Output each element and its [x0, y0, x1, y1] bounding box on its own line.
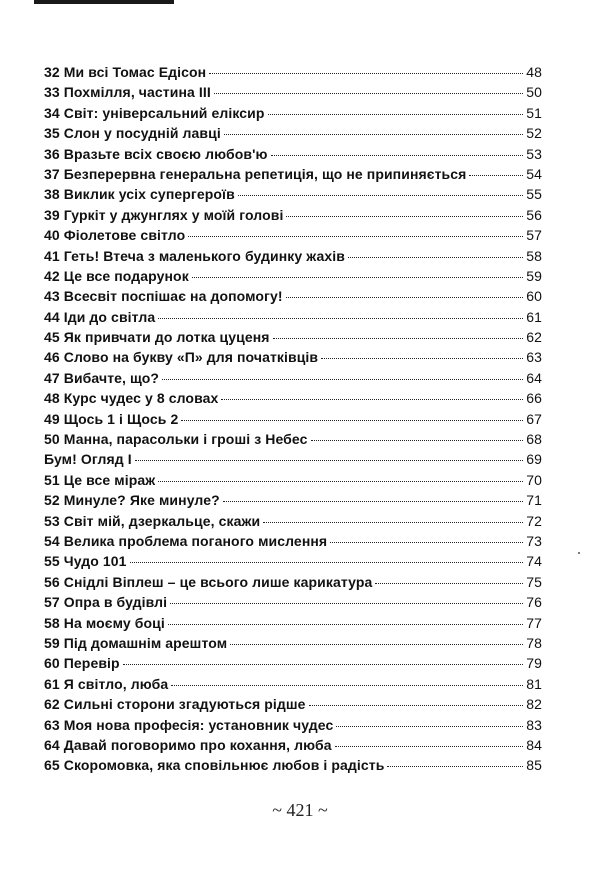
toc-entry-title: 35 Слон у посудній лавці: [44, 125, 221, 142]
dot-leader: [170, 603, 523, 604]
table-of-contents: [44, 62, 542, 776]
toc-entry-title: 52 Минуле? Яке минуле?: [44, 492, 220, 509]
toc-entry-title: 46 Слово на букву «П» для початківців: [44, 349, 319, 366]
dot-leader: [321, 358, 523, 359]
dot-leader: [162, 379, 523, 380]
dot-leader: [238, 195, 523, 196]
toc-entry-page: 78: [526, 634, 542, 651]
toc-entry-page: 75: [526, 573, 542, 590]
toc-entry-title: 43 Всесвіт поспішає на допомогу!: [44, 288, 283, 305]
toc-entry: [44, 735, 542, 755]
toc-entry-title: 60 Перевір: [44, 655, 120, 672]
dot-leader: [135, 460, 524, 461]
dot-leader: [214, 93, 523, 94]
toc-entry: [44, 653, 542, 673]
dot-leader: [168, 624, 523, 625]
toc-entry-page: 61: [526, 308, 542, 325]
toc-entry-page: 76: [526, 594, 542, 611]
toc-entry-page: 60: [526, 288, 542, 305]
toc-entry: [44, 511, 542, 531]
toc-entry-page: 74: [526, 553, 542, 570]
toc-entry-title: 32 Ми всі Томас Едісон: [44, 64, 207, 80]
top-rule: [34, 0, 174, 4]
toc-entry-page: 58: [526, 247, 542, 264]
dot-leader: [330, 542, 523, 543]
dot-leader: [192, 277, 523, 278]
toc-entry: [44, 307, 542, 327]
toc-entry-title: 57 Опра в будівлі: [44, 594, 168, 611]
toc-entry-title: 51 Це все міраж: [44, 471, 156, 488]
toc-entry-page: 54: [526, 165, 542, 182]
page-number: ~ 421 ~: [272, 800, 328, 820]
toc-entry-page: 62: [526, 329, 542, 346]
toc-entry: [44, 674, 542, 694]
dot-leader: [271, 155, 524, 156]
dot-leader: [158, 481, 523, 482]
toc-entry-page: 50: [526, 84, 542, 101]
toc-entry-page: 69: [526, 451, 542, 468]
dot-leader: [130, 562, 524, 563]
toc-entry: [44, 572, 542, 592]
toc-entry: [44, 490, 542, 510]
toc-entry-title: Бум! Огляд І: [44, 451, 132, 468]
toc-entry-title: 61 Я світло, люба: [44, 675, 169, 692]
toc-entry-page: 81: [526, 675, 542, 692]
toc-entry-title: 50 Манна, парасольки і гроші з Небес: [44, 431, 308, 448]
toc-entry: [44, 286, 542, 306]
toc-entry-title: 58 На моєму боці: [44, 614, 165, 631]
toc-entry-page: 51: [526, 104, 542, 121]
toc-entry: [44, 388, 542, 408]
toc-entry-title: 40 Фіолетове світло: [44, 227, 186, 244]
toc-entry-page: 79: [526, 655, 542, 672]
toc-entry-page: 68: [526, 431, 542, 448]
toc-entry-page: 82: [526, 696, 542, 713]
dot-leader: [286, 216, 523, 217]
toc-entry: [44, 429, 542, 449]
toc-entry-title: 41 Геть! Втеча з маленького будинку жахів: [44, 247, 345, 264]
toc-entry-title: 47 Вибачте, що?: [44, 369, 160, 386]
toc-entry: [44, 144, 542, 164]
toc-entry-title: 36 Вразьте всіх своєю любов'ю: [44, 145, 268, 162]
toc-entry-title: 37 Безперервна генеральна репетиція, що не припиняється: [44, 165, 467, 182]
dot-leader: [273, 338, 524, 339]
toc-entry: [44, 633, 542, 653]
scan-speck: [578, 552, 580, 554]
dot-leader: [188, 236, 523, 237]
toc-entry-page: 64: [526, 369, 542, 386]
toc-entry-page: 55: [526, 186, 542, 203]
toc-entry: [44, 266, 542, 286]
toc-entry-title: 48 Курс чудес у 8 словах: [44, 390, 219, 407]
toc-entry-page: 53: [526, 145, 542, 162]
toc-entry: [44, 368, 542, 388]
toc-entry: [44, 755, 542, 775]
dot-leader: [375, 583, 523, 584]
toc-entry: [44, 103, 542, 123]
toc-entry-page: 85: [526, 757, 542, 774]
toc-entry: [44, 613, 542, 633]
toc-entry: [44, 715, 542, 735]
toc-entry: [44, 205, 542, 225]
toc-entry-title: 53 Світ мій, дзеркальце, скажи: [44, 512, 261, 529]
toc-entry-title: 38 Виклик усіх супергероїв: [44, 186, 235, 203]
toc-entry-title: 44 Іди до світла: [44, 308, 156, 325]
toc-entry-title: 33 Похмілля, частина ІІІ: [44, 84, 211, 101]
toc-entry: [44, 246, 542, 266]
dot-leader: [387, 766, 523, 767]
toc-entry-title: 49 Щось 1 і Щось 2: [44, 410, 179, 427]
dot-leader: [123, 664, 524, 665]
dot-leader: [181, 420, 523, 421]
toc-entry-title: 59 Під домашнім арештом: [44, 634, 228, 651]
toc-entry-page: 67: [526, 410, 542, 427]
toc-entry-title: 42 Це все подарунок: [44, 267, 189, 284]
dot-leader: [309, 705, 524, 706]
toc-entry-page: 73: [526, 532, 542, 549]
toc-entry: [44, 531, 542, 551]
dot-leader: [336, 726, 523, 727]
dot-leader: [230, 644, 523, 645]
toc-entry-page: 59: [526, 267, 542, 284]
toc-entry: [44, 164, 542, 184]
toc-entry-page: 77: [526, 614, 542, 631]
toc-entry: [44, 470, 542, 490]
toc-entry-page: 72: [526, 512, 542, 529]
toc-entry-page: 84: [526, 736, 542, 753]
toc-entry: [44, 449, 542, 469]
toc-entry: [44, 347, 542, 367]
toc-entry-title: 62 Сильні сторони згадуються рідше: [44, 696, 306, 713]
toc-entry-page: 56: [526, 206, 542, 223]
toc-entry-title: 39 Гуркіт у джунглях у моїй голові: [44, 206, 284, 223]
dot-leader: [311, 440, 524, 441]
dot-leader: [224, 134, 523, 135]
toc-entry-title: 65 Скоромовка, яка сповільнює любов і радість: [44, 757, 385, 774]
dot-leader: [286, 297, 524, 298]
toc-entry: [44, 327, 542, 347]
dot-leader: [268, 114, 524, 115]
dot-leader: [223, 501, 523, 502]
dot-leader: [221, 399, 523, 400]
toc-entry-page: 52: [526, 125, 542, 142]
toc-entry-page: 70: [526, 471, 542, 488]
toc-entry: [44, 694, 542, 714]
dot-leader: [263, 522, 523, 523]
toc-entry-page: 71: [526, 492, 542, 509]
toc-entry: [44, 592, 542, 612]
toc-entry-page: 83: [526, 716, 542, 733]
toc-entry-title: 34 Світ: універсальний еліксир: [44, 104, 265, 121]
toc-entry: [44, 184, 542, 204]
toc-entry-title: 64 Давай поговоримо про кохання, люба: [44, 736, 332, 753]
toc-entry-page: 66: [526, 390, 542, 407]
toc-entry: [44, 123, 542, 143]
toc-entry: [44, 551, 542, 571]
dot-leader: [171, 685, 523, 686]
toc-entry-page: 48: [526, 64, 542, 80]
toc-entry: [44, 409, 542, 429]
dot-leader: [348, 257, 523, 258]
toc-entry: [44, 225, 542, 245]
dot-leader: [158, 318, 523, 319]
toc-entry-title: 55 Чудо 101: [44, 553, 127, 570]
dot-leader: [209, 73, 523, 74]
toc-entry: [44, 82, 542, 102]
toc-entry-title: 63 Моя нова професія: установник чудес: [44, 716, 334, 733]
toc-entry-page: 63: [526, 349, 542, 366]
toc-entry-page: 57: [526, 227, 542, 244]
toc-entry-title: 56 Снідлі Віплеш – це всього лише карикатура: [44, 573, 373, 590]
toc-entry-title: 54 Велика проблема поганого мислення: [44, 532, 328, 549]
toc-entry: [44, 62, 542, 82]
dot-leader: [469, 175, 523, 176]
toc-entry-title: 45 Як привчати до лотка цуценя: [44, 329, 270, 346]
dot-leader: [335, 746, 524, 747]
